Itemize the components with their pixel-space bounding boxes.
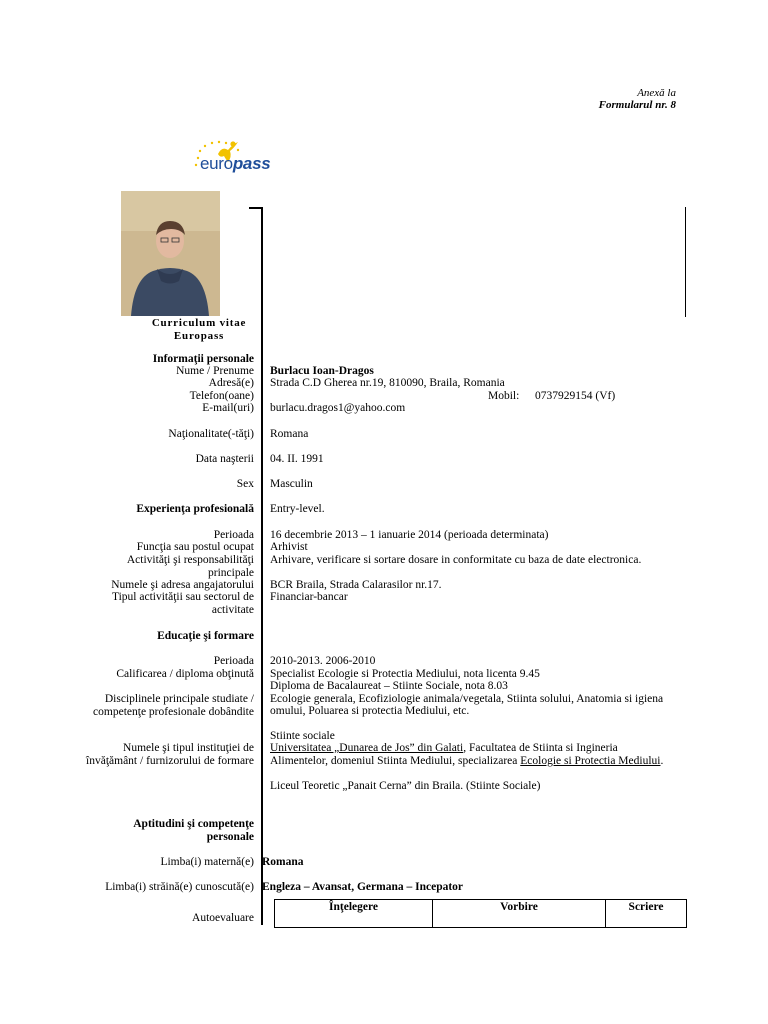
highschool-value: Liceul Teoretic „Panait Cerna” din Braila. (Stiinte Sociale) (270, 780, 541, 792)
person-photo-icon (121, 191, 220, 316)
name-value: Burlacu Ioan-Dragos (270, 365, 374, 377)
specialization-link[interactable]: Ecologie si Protectia Mediului (520, 755, 661, 767)
table-row (275, 900, 687, 928)
foreign-languages-value: Engleza – Avansat, Germana – Incepator (262, 881, 464, 893)
profile-photo (121, 191, 220, 316)
foreign-languages-label: Limba(i) străină(e) cunoscută(e) (105, 881, 254, 893)
europass-wordmark (200, 154, 271, 173)
institution-line1-rest: , Facultatea de Stiinta si Ingineria (463, 742, 618, 754)
nationality-label: Naţionalitate(-tăţi) (168, 428, 254, 440)
experience-intro: Entry-level. (270, 503, 325, 515)
subjects-line2: omului, Poluarea si protectia Mediului, etc. (270, 705, 470, 717)
cv-title-line2: Europass (173, 329, 225, 342)
cv-title (144, 317, 254, 342)
institution-line1 (270, 742, 618, 755)
section-skills: Aptitudini şi competenţe personale (133, 818, 254, 843)
sector-value: Financiar-bancar (270, 591, 348, 603)
col-understanding: Înţelegere (275, 900, 433, 928)
section-personal-info: Informaţii personale (152, 353, 254, 365)
section-education: Educaţie şi formare (157, 630, 254, 642)
activities-label: Activităţi şi responsabilităţi principale (126, 554, 254, 579)
subjects-line3: Stiinte sociale (270, 730, 335, 742)
sector-label: Tipul activităţii sau sectorul de activitate (111, 591, 254, 616)
institution-line2 (270, 755, 663, 768)
cv-title-line1: Curriculum vitae (151, 317, 247, 329)
europass-logo (188, 136, 280, 182)
mobile-value: 0737929154 (Vf) (535, 390, 616, 402)
activities-value: Arhivare, verificare si sortare dosare in conformitate cu baza de date electronica. (270, 554, 642, 566)
nationality-value: Romana (270, 428, 309, 440)
institution-label: Numele şi tipul instituţiei de învăţământ / furnizorului de formare (86, 742, 254, 767)
employer-value: BCR Braila, Strada Calarasilor nr.17. (270, 579, 442, 591)
col-writing: Scriere (606, 900, 687, 928)
section-experience: Experienţa profesională (136, 503, 254, 515)
subjects-label: Disciplinele principale studiate / competenţe profesionale dobândite (93, 693, 254, 718)
right-border (685, 207, 686, 317)
address-label: Adresă(e) (208, 377, 254, 389)
email-label: E-mail(uri) (202, 402, 254, 414)
sex-value: Masculin (270, 478, 313, 490)
address-value: Strada C.D Gherea nr.19, 810090, Braila, Romania (270, 377, 505, 389)
exp-period-value: 16 decembrie 2013 – 1 ianuarie 2014 (perioada determinata) (270, 529, 549, 541)
position-value: Arhivist (270, 541, 308, 553)
mother-tongue-label: Limba(i) maternă(e) (160, 856, 254, 868)
edu-period-label: Perioada (213, 655, 254, 667)
phone-label: Telefon(oane) (189, 390, 254, 402)
mother-tongue-value: Romana (262, 856, 304, 868)
position-label: Funcţia sau postul ocupat (136, 541, 254, 553)
self-assessment-label: Autoevaluare (192, 912, 254, 924)
column-divider (261, 207, 263, 925)
logo-suffix: pass (232, 154, 271, 173)
employer-label: Numele şi adresa angajatorului (111, 579, 254, 591)
logo-prefix: euro (200, 154, 233, 173)
subjects-line1: Ecologie generala, Ecofiziologie animala/vegetala, Stiinta solului, Anatomia si igiena (270, 693, 664, 705)
birth-value: 04. II. 1991 (270, 453, 324, 465)
form-number: Formularul nr. 8 (598, 99, 676, 111)
qualification-line1: Specialist Ecologie si Protectia Mediului, nota licenta 9.45 (270, 668, 540, 680)
self-assessment-table (274, 899, 687, 928)
sex-label: Sex (236, 478, 254, 490)
birth-label: Data naşterii (195, 453, 254, 465)
name-label: Nume / Prenume (176, 365, 254, 377)
qualification-label: Calificarea / diploma obţinută (116, 668, 254, 680)
email-value[interactable]: burlacu.dragos1@yahoo.com (270, 402, 406, 414)
institution-line2-start: Alimentelor, domeniul Stiinta Mediului, specializarea (270, 755, 521, 767)
col-speaking: Vorbire (433, 900, 606, 928)
edu-period-value: 2010-2013. 2006-2010 (270, 655, 376, 667)
university-link[interactable]: Universitatea „Dunarea de Jos” din Galati (270, 742, 464, 754)
institution-line2-end: . (660, 755, 664, 767)
exp-period-label: Perioada (213, 529, 254, 541)
annex-label: Anexă la (637, 87, 676, 99)
qualification-line2: Diploma de Bacalaureat – Stiinte Sociale, nota 8.03 (270, 680, 508, 692)
mobile-label: Mobil: (488, 390, 520, 402)
